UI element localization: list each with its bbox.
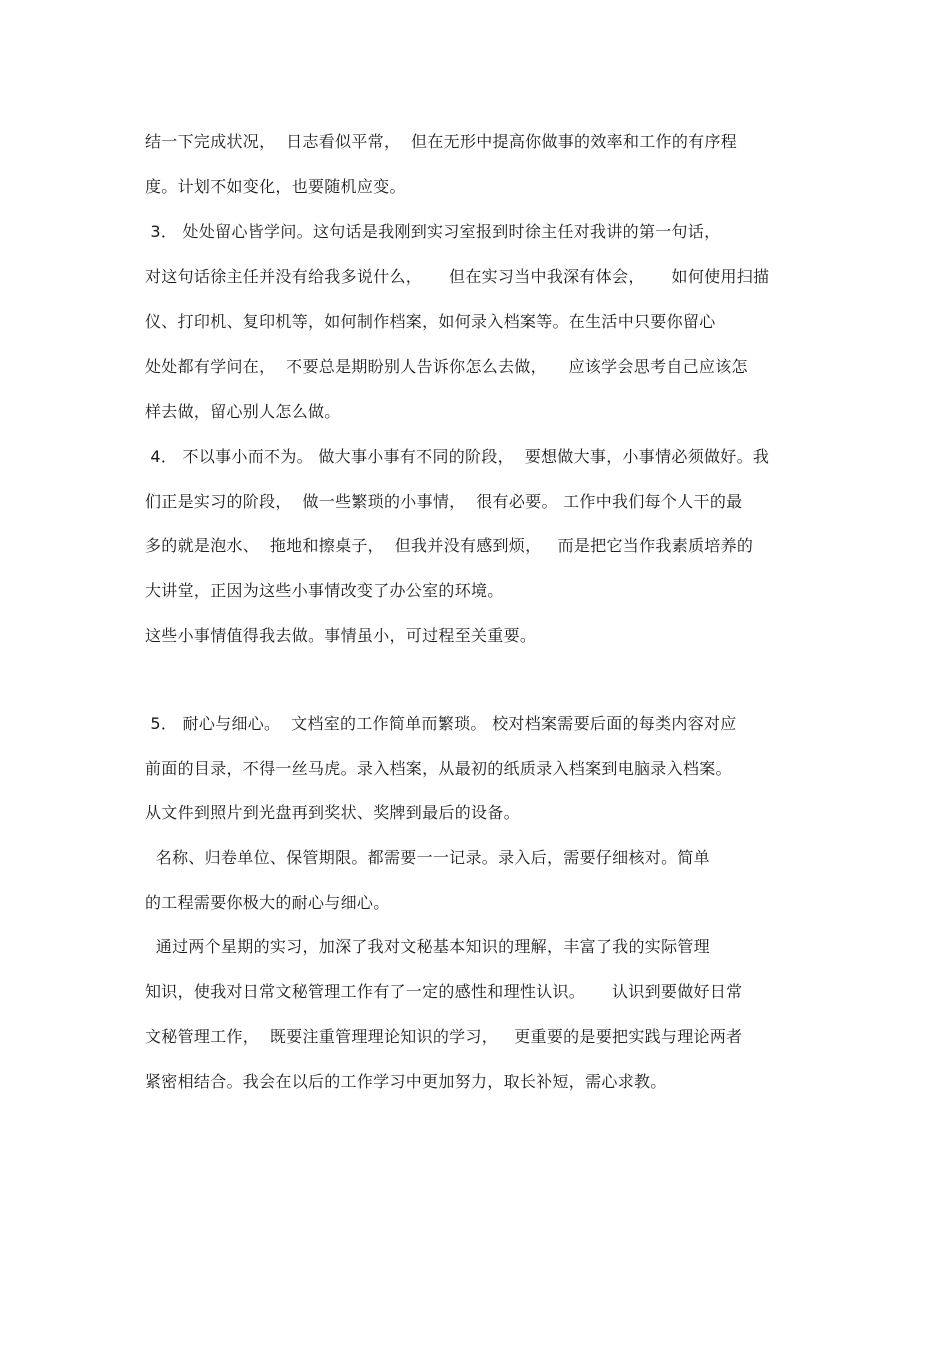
text-line: 处处都有学问在， 不要总是期盼别人告诉你怎么去做， 应该学会思考自己应该怎 bbox=[145, 357, 748, 376]
text-line: 这些小事情值得我去做。事情虽小，可过程至关重要。 bbox=[145, 626, 537, 645]
text-line: 3． 处处留心皆学问。这句话是我刚到实习室报到时徐主任对我讲的第一句话， bbox=[145, 222, 721, 241]
text-line: 的工程需要你极大的耐心与细心。 bbox=[145, 893, 390, 912]
text-line: 结一下完成状况， 日志看似平常， 但在无形中提高你做事的效率和工作的有序程 bbox=[145, 132, 738, 151]
text-line: 对这句话徐主任并没有给我多说什么， 但在实习当中我深有体会， 如何使用扫描 bbox=[145, 267, 770, 286]
text-line: 4． 不以事小而不为。 做大事小事有不同的阶段， 要想做大事，小事情必须做好。我 bbox=[145, 447, 770, 466]
text-line: 们正是实习的阶段， 做一些繁琐的小事情， 很有必要。 工作中我们每个人干的最 bbox=[145, 492, 743, 511]
text-line: 大讲堂，正因为这些小事情改变了办公室的环境。 bbox=[145, 581, 504, 600]
text-line: 名称、归卷单位、保管期限。都需要一一记录。录入后，需要仔细核对。简单 bbox=[145, 848, 710, 867]
text-line: 知识，使我对日常文秘管理工作有了一定的感性和理性认识。 认识到要做好日常 bbox=[145, 982, 743, 1001]
text-line: 文秘管理工作， 既要注重管理理论知识的学习， 更重要的是要把实践与理论两者 bbox=[145, 1027, 743, 1046]
text-line: 度。计划不如变化，也要随机应变。 bbox=[145, 177, 406, 196]
text-line: 样去做，留心别人怎么做。 bbox=[145, 402, 341, 421]
text-line: 紧密相结合。我会在以后的工作学习中更加努力，取长补短，需心求教。 bbox=[145, 1072, 667, 1091]
text-line: 5． 耐心与细心。 文档室的工作简单而繁琐。 校对档案需要后面的每类内容对应 bbox=[145, 714, 737, 733]
text-line: 从文件到照片到光盘再到奖状、奖牌到最后的设备。 bbox=[145, 803, 520, 822]
text-line: 前面的目录，不得一丝马虎。录入档案，从最初的纸质录入档案到电脑录入档案。 bbox=[145, 759, 732, 778]
text-line: 多的就是泡水、 拖地和擦桌子， 但我并没有感到烦， 而是把它当作我素质培养的 bbox=[145, 536, 754, 555]
text-line: 通过两个星期的实习，加深了我对文秘基本知识的理解，丰富了我的实际管理 bbox=[145, 937, 710, 956]
text-line: 仪、打印机、复印机等，如何制作档案，如何录入档案等。在生活中只要你留心 bbox=[145, 312, 716, 331]
